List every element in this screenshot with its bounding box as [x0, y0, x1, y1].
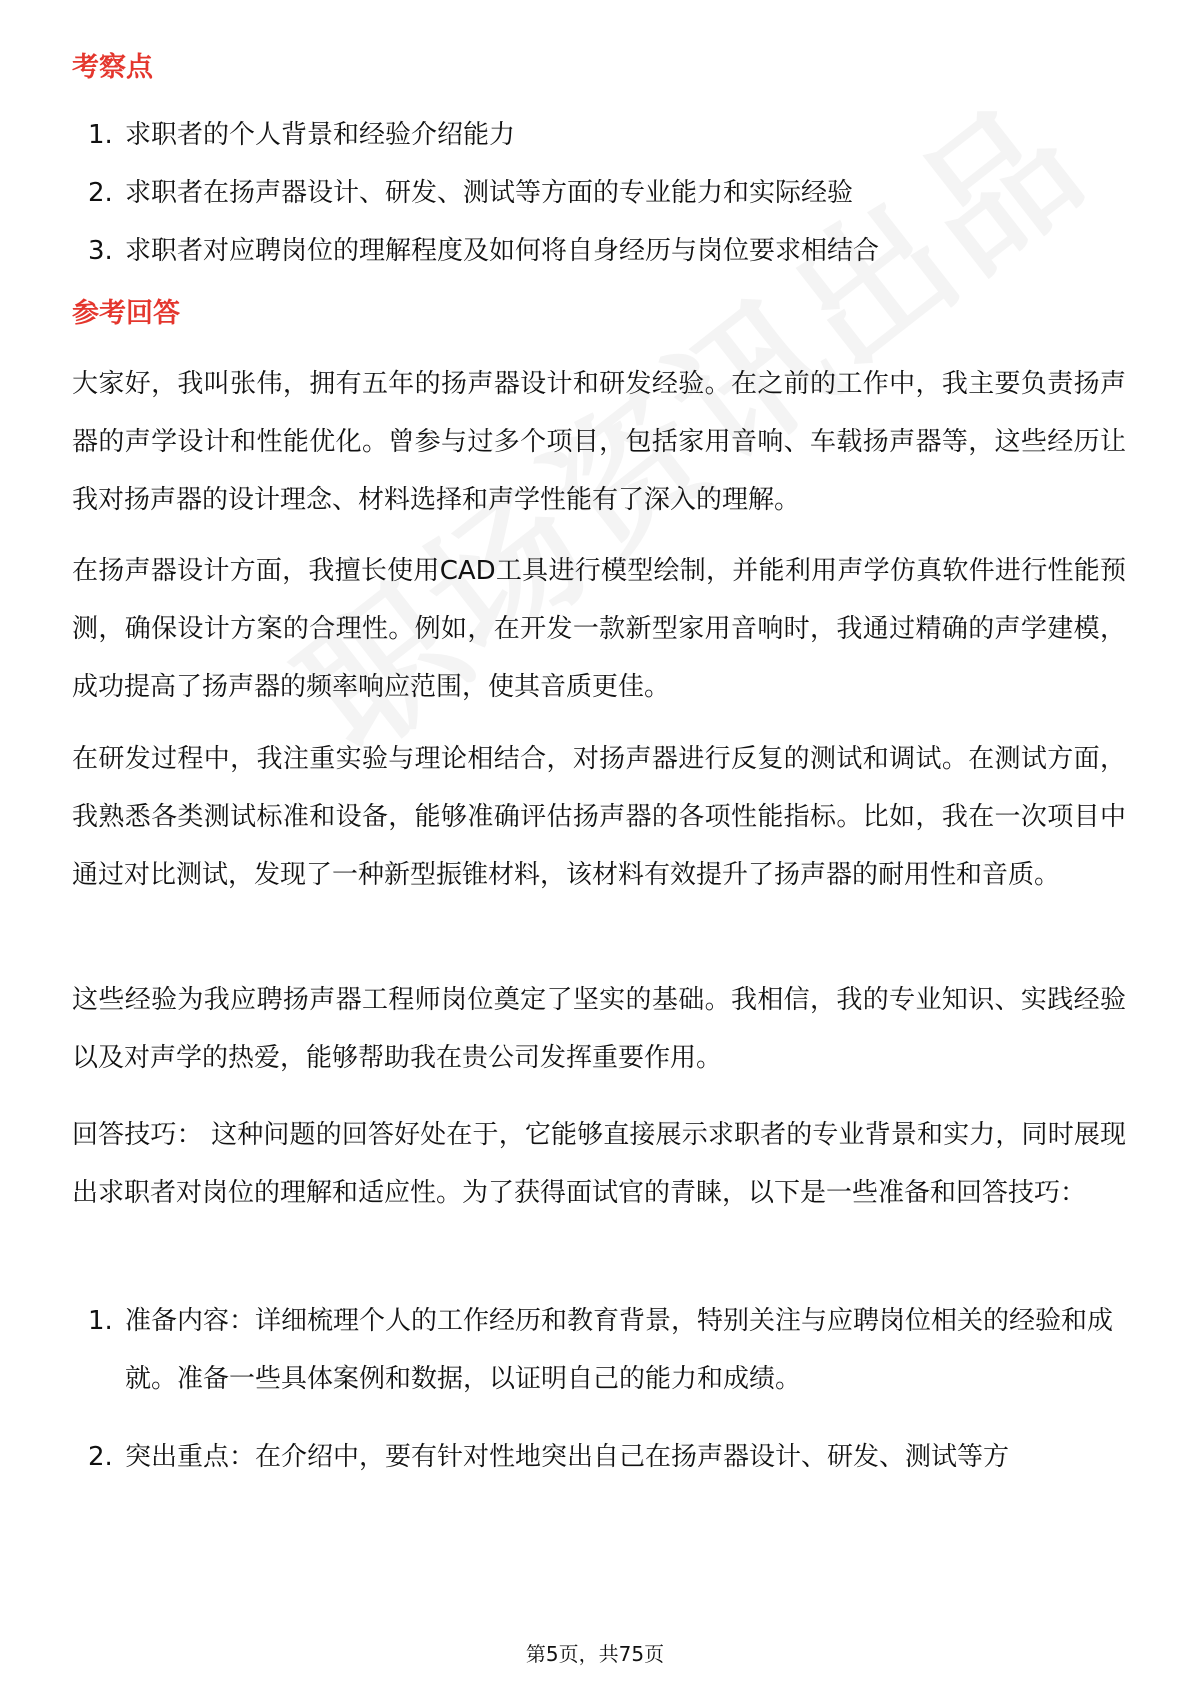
page-number-footer: 第5页，共75页 — [525, 1642, 665, 1666]
tips-intro-paragraph: 回答技巧： 这种问题的回答好处在于，它能够直接展示求职者的专业背景和实力，同时展现出求职者对岗位的理解和适应性。为了获得面试官的青睐，以下是一些准备和回答技巧： — [72, 1120, 1126, 1208]
answer-paragraph: 在研发过程中，我注重实验与理论相结合，对扬声器进行反复的测试和调试。在测试方面，我熟悉各类测试标准和设备，能够准确评估扬声器的各项性能指标。比如，我在一次项目中通过对比测试，发现了一种新型振锥材料，该材料有效提升了扬声器的耐用性和音质。 — [72, 744, 1126, 890]
list-item-number: 2. — [88, 1442, 113, 1472]
list-item-number: 1. — [88, 120, 113, 150]
answer-paragraph: 这些经验为我应聘扬声器工程师岗位奠定了坚实的基础。我相信，我的专业知识、实践经验以及对声学的热爱，能够帮助我在贵公司发挥重要作用。 — [72, 985, 1126, 1073]
list-item-text: 准备内容：详细梳理个人的工作经历和教育背景，特别关注与应聘岗位相关的经验和成就。准备一些具体案例和数据，以证明自己的能力和成绩。 — [125, 1306, 1114, 1394]
answer-paragraph: 大家好，我叫张伟，拥有五年的扬声器设计和研发经验。在之前的工作中，我主要负责扬声器的声学设计和性能优化。曾参与过多个项目，包括家用音响、车载扬声器等，这些经历让我对扬声器的设计理念、材料选择和声学性能有了深入的理解。 — [72, 369, 1126, 515]
list-item-text: 求职者对应聘岗位的理解程度及如何将自身经历与岗位要求相结合 — [125, 236, 880, 266]
list-item-text: 求职者在扬声器设计、研发、测试等方面的专业能力和实际经验 — [125, 178, 854, 208]
list-item-number: 1. — [88, 1306, 113, 1336]
list-item — [72, 1292, 1132, 1408]
list-item — [72, 106, 1132, 164]
list-item — [72, 1428, 1132, 1486]
list-item-number: 2. — [88, 178, 113, 208]
list-item-number: 3. — [88, 236, 113, 266]
list-item-text: 突出重点：在介绍中，要有针对性地突出自己在扬声器设计、研发、测试等方 — [125, 1442, 1010, 1472]
list-item — [72, 164, 1132, 222]
section-title-answer: 参考回答 — [72, 298, 180, 329]
answer-paragraph: 在扬声器设计方面，我擅长使用CAD工具进行模型绘制，并能利用声学仿真软件进行性能预测，确保设计方案的合理性。例如，在开发一款新型家用音响时，我通过精确的声学建模，成功提高了扬声器的频率响应范围，使其音质更佳。 — [72, 556, 1126, 702]
section-title-points: 考察点 — [72, 52, 153, 83]
points-list — [72, 106, 1132, 280]
list-item-text: 求职者的个人背景和经验介绍能力 — [125, 120, 516, 150]
tips-list — [72, 1292, 1132, 1486]
list-item — [72, 222, 1132, 280]
